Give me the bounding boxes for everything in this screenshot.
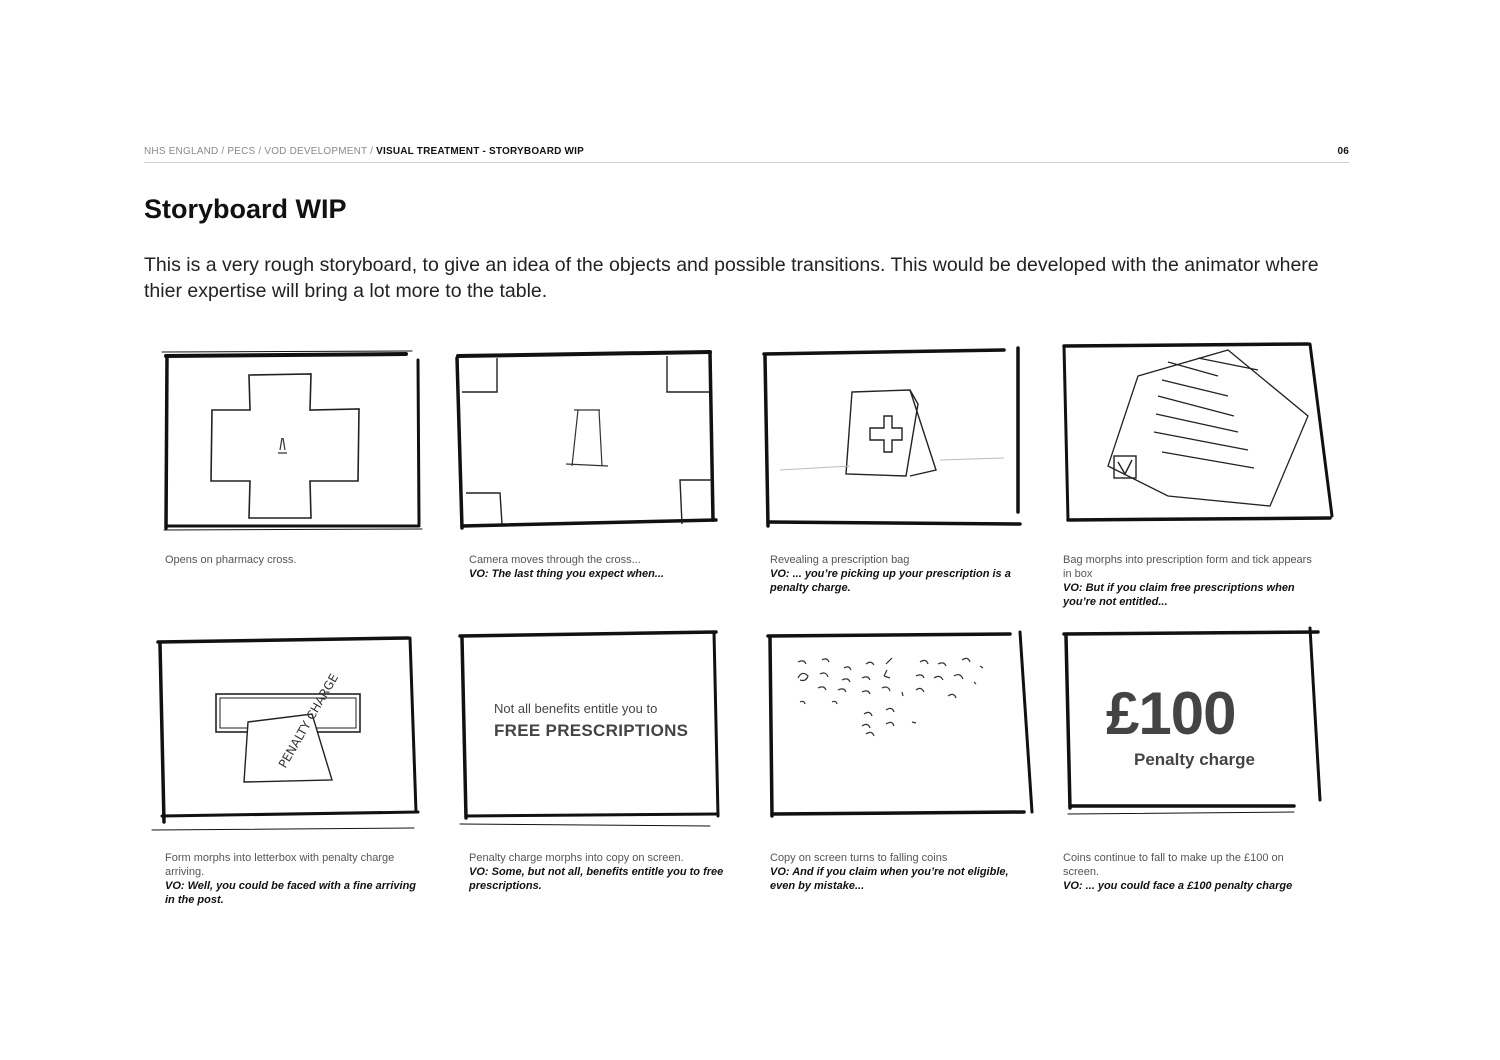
storyboard-frame-3 [760, 346, 1026, 532]
intro-paragraph: This is a very rough storyboard, to give an idea of the objects and possible transitions. This would be developed with the animator where thier expertise will bring a lot more to the table. [144, 254, 1319, 302]
voiceover-text: VO: And if you claim when you’re not eligible, even by mistake... [770, 866, 1009, 892]
benefits-line: Not all benefits entitle you to [494, 701, 658, 716]
storyboard-frame-5 [152, 632, 424, 832]
caption-text: Bag morphs into prescription form and tick appears in box [1063, 554, 1312, 580]
storyboard-frame-4 [1058, 336, 1336, 528]
penalty-letter-icon [244, 671, 341, 782]
falling-coins-sketch [798, 658, 983, 736]
voiceover-text: VO: ... you’re picking up your prescription is a penalty charge. [770, 568, 1011, 594]
storyboard-frame-8 [1058, 624, 1326, 820]
frame-1-caption [165, 553, 420, 567]
storyboard-frame-1 [160, 350, 422, 532]
caption-text: Copy on screen turns to falling coins [770, 852, 948, 864]
prescription-form-icon [1108, 350, 1308, 506]
caption-text: Coins continue to fall to make up the £100 on screen. [1063, 852, 1284, 878]
letter-scribble: PENALTY CHARGE [275, 671, 342, 771]
frame-7-caption [770, 851, 1025, 893]
frame-5-sketch [152, 632, 424, 832]
frame-7-sketch [762, 628, 1038, 824]
pharmacy-cross-icon [211, 374, 359, 518]
storyboard-frame-2 [452, 348, 728, 532]
frame-4-caption [1063, 553, 1318, 609]
page-number: 06 [1337, 146, 1349, 157]
cross-corner-sketch [462, 356, 712, 524]
frame-2-sketch [452, 348, 728, 532]
voiceover-text: VO: Well, you could be faced with a fine arriving in the post. [165, 880, 417, 906]
frame-5-caption [165, 851, 420, 907]
storyboard-frame-7 [762, 628, 1038, 824]
tick-box-icon [1114, 456, 1136, 478]
frame-3-caption [770, 553, 1025, 595]
free-prescriptions-text: FREE PRESCRIPTIONS [494, 721, 689, 740]
breadcrumb-current: VISUAL TREATMENT - STORYBOARD WIP [376, 146, 585, 157]
penalty-label: Penalty charge [1134, 750, 1255, 769]
storyboard-frame-6 [454, 628, 724, 828]
voiceover-text: VO: Some, but not all, benefits entitle you to free prescriptions. [469, 866, 724, 892]
frame-4-sketch [1058, 336, 1336, 528]
voiceover-text: VO: The last thing you expect when... [469, 568, 664, 580]
frame-3-sketch [760, 346, 1026, 532]
caption-text: Opens on pharmacy cross. [165, 554, 297, 566]
caption-text: Penalty charge morphs into copy on screen. [469, 852, 684, 864]
prescription-bag-icon [846, 390, 936, 476]
page-header [144, 146, 1349, 163]
caption-text: Revealing a prescription bag [770, 554, 910, 566]
frame-8-caption [1063, 851, 1318, 893]
breadcrumb: NHS ENGLAND / PECS / VOD DEVELOPMENT / [144, 146, 377, 157]
voiceover-text: VO: But if you claim free prescriptions when you’re not entitled... [1063, 582, 1295, 608]
voiceover-text: VO: ... you could face a £100 penalty charge [1063, 880, 1293, 892]
penalty-amount: £100 [1106, 680, 1236, 747]
caption-text: Form morphs into letterbox with penalty charge arriving. [165, 852, 395, 878]
frame-2-caption [469, 553, 724, 581]
caption-text: Camera moves through the cross... [469, 554, 641, 566]
frame-6-caption [469, 851, 724, 893]
page-title: Storyboard WIP [144, 194, 347, 224]
frame-1-sketch [160, 350, 422, 532]
